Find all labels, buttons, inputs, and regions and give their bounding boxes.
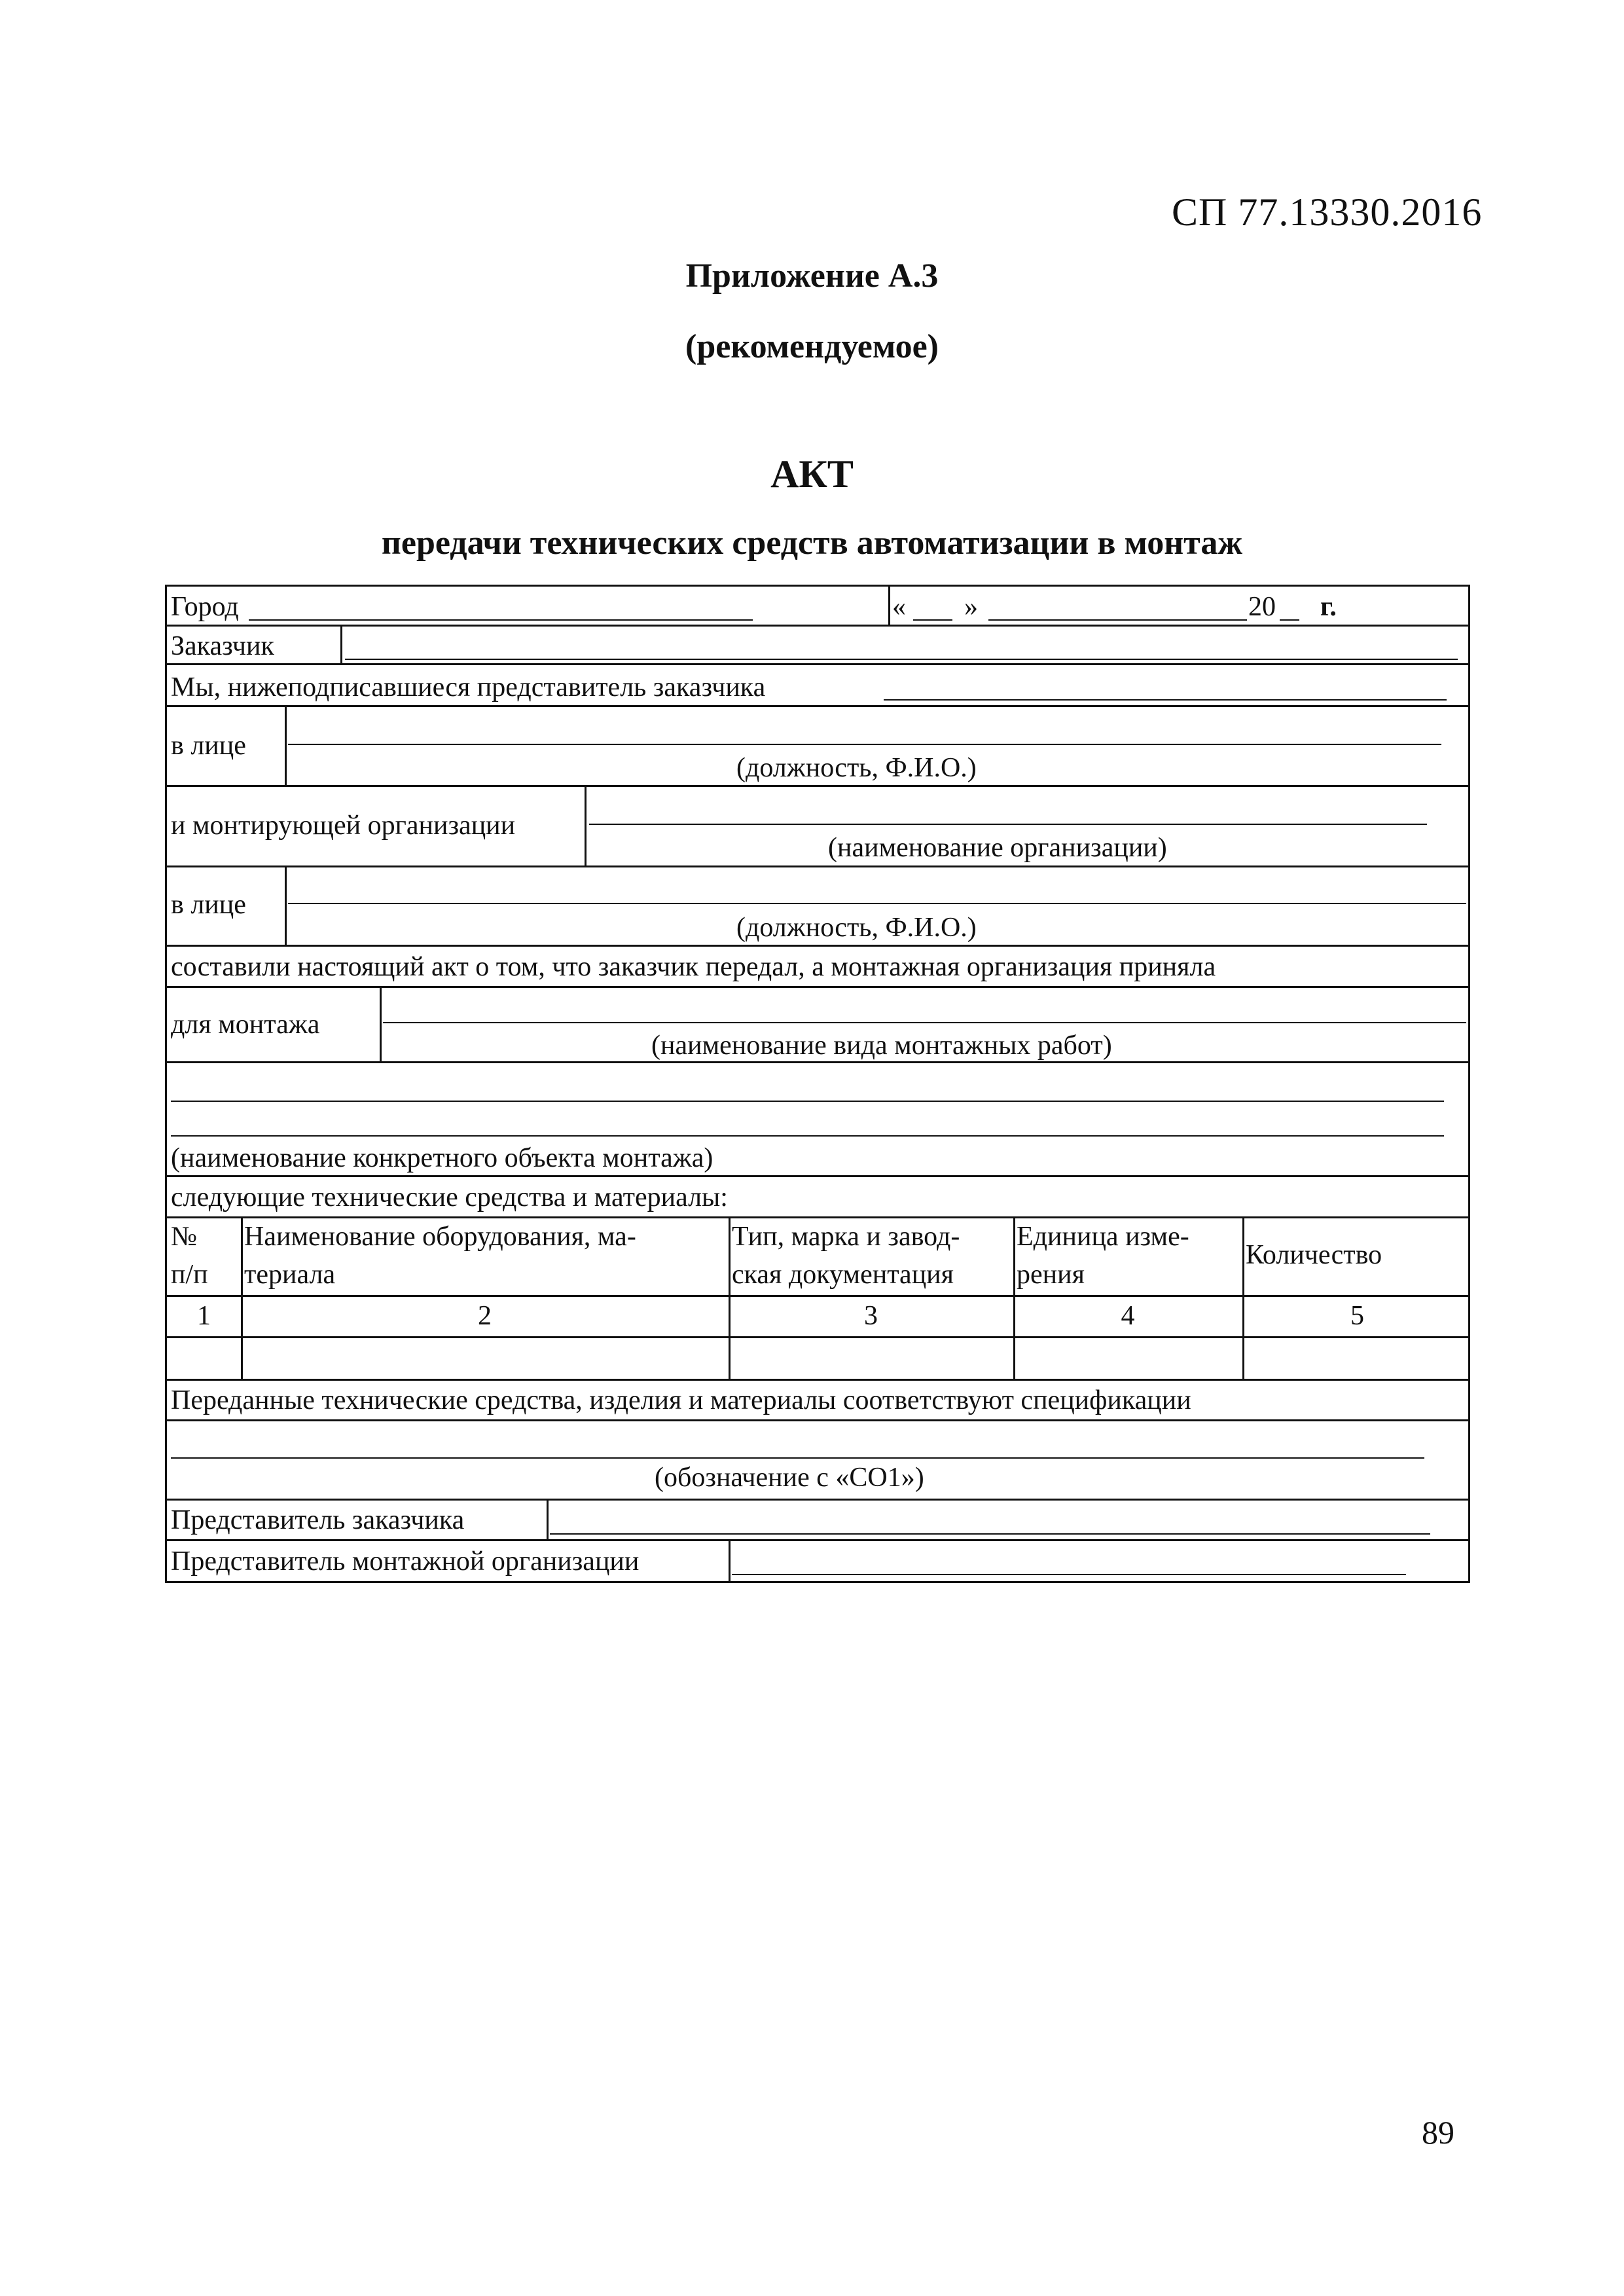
city-field[interactable] [249,619,753,621]
customer-rep-label: Представитель заказчика [171,1505,465,1535]
day-field[interactable] [913,619,952,621]
city-label: Город [171,592,239,622]
installer-rep-label: Представитель монтажной организации [171,1546,640,1576]
object-field[interactable] [171,1135,1444,1137]
cell-divider [285,866,287,945]
annex-title: Приложение А.3 [685,257,939,295]
customer-field[interactable] [345,659,1458,660]
work-type-hint: (наименование вида монтажных работ) [651,1030,1112,1061]
object-field[interactable] [171,1101,1444,1102]
row-divider [167,625,1468,627]
header-name: Наименование оборудования, ма- [244,1222,636,1252]
position-fio-field[interactable] [288,744,1441,745]
cell-divider [585,785,586,866]
designation-hint: (обозначение с «СО1») [655,1463,924,1493]
header-unit: Единица изме- [1017,1222,1189,1252]
table-cell[interactable] [241,1336,729,1379]
row-divider [167,785,1468,787]
document-code: СП 77.13330.2016 [1172,191,1483,234]
column-number: 3 [864,1301,878,1331]
cell-divider [380,986,382,1061]
row-divider [167,1539,1468,1541]
header-type: ская документация [732,1260,954,1290]
undersigned-text: Мы, нижеподписавшиеся представитель заказчика [171,672,766,702]
table-cell[interactable] [167,1336,241,1379]
header-name: териала [244,1260,336,1290]
year-prefix: 20 [1248,592,1276,622]
column-number: 1 [197,1301,211,1331]
object-hint: (наименование конкретного объекта монтажа) [171,1143,713,1173]
row-divider [167,945,1468,947]
act-subtitle: передачи технических средств автоматизации в монтаж [381,524,1243,562]
in-person-label: в лице [171,890,246,920]
header-num: п/п [171,1260,208,1290]
row-divider [167,663,1468,665]
table-cell[interactable] [729,1336,1013,1379]
composed-text: составили настоящий акт о том, что заказчик передал, а монтажная организация приняла [171,952,1216,982]
installer-label: и монтирующей организации [171,811,516,841]
org-name-field[interactable] [589,824,1427,825]
row-divider [167,1379,1468,1381]
customer-label: Заказчик [171,631,274,661]
position-fio-hint: (должность, Ф.И.О.) [736,913,977,943]
customer-rep-field[interactable] [884,699,1447,701]
header-quantity: Количество [1246,1240,1382,1270]
installer-rep-signature[interactable] [732,1574,1406,1575]
column-number: 2 [478,1301,492,1331]
cell-divider [888,587,890,625]
row-divider [167,1295,1468,1297]
act-title: АКТ [770,452,854,496]
work-type-field[interactable] [383,1022,1466,1023]
act-form [165,585,1470,1583]
cell-divider [285,705,287,785]
row-divider [167,1175,1468,1177]
position-fio-hint: (должность, Ф.И.О.) [736,753,977,783]
in-person-label: в лице [171,731,246,761]
date-open-quote: « [892,592,906,622]
designation-field[interactable] [171,1457,1424,1459]
header-type: Тип, марка и завод- [732,1222,960,1252]
row-divider [167,1216,1468,1218]
annex-status: (рекомендуемое) [685,328,939,365]
row-divider [167,705,1468,707]
table-cell[interactable] [1242,1336,1472,1379]
year-field[interactable] [1280,619,1299,621]
cell-divider [547,1499,549,1539]
for-installation-label: для монтажа [171,1010,320,1040]
position-fio-field[interactable] [288,903,1466,904]
following-items-text: следующие технические средства и материалы: [171,1182,728,1212]
table-cell[interactable] [1013,1336,1242,1379]
row-divider [167,1419,1468,1421]
column-number: 5 [1350,1301,1364,1331]
date-close-quote: » [964,592,978,622]
row-divider [167,866,1468,867]
row-divider [167,1499,1468,1501]
column-number: 4 [1121,1301,1135,1331]
header-unit: рения [1017,1260,1085,1290]
month-field[interactable] [988,619,1247,621]
header-num: № [171,1222,198,1252]
conformity-text: Переданные технические средства, изделия и материалы соответствуют спецификации [171,1385,1191,1415]
row-divider [167,1061,1468,1063]
page-number: 89 [1422,2114,1454,2151]
row-divider [167,986,1468,988]
cell-divider [729,1539,731,1581]
customer-rep-signature[interactable] [550,1533,1430,1535]
year-suffix: г. [1320,592,1337,622]
cell-divider [340,625,342,663]
org-name-hint: (наименование организации) [828,833,1167,863]
